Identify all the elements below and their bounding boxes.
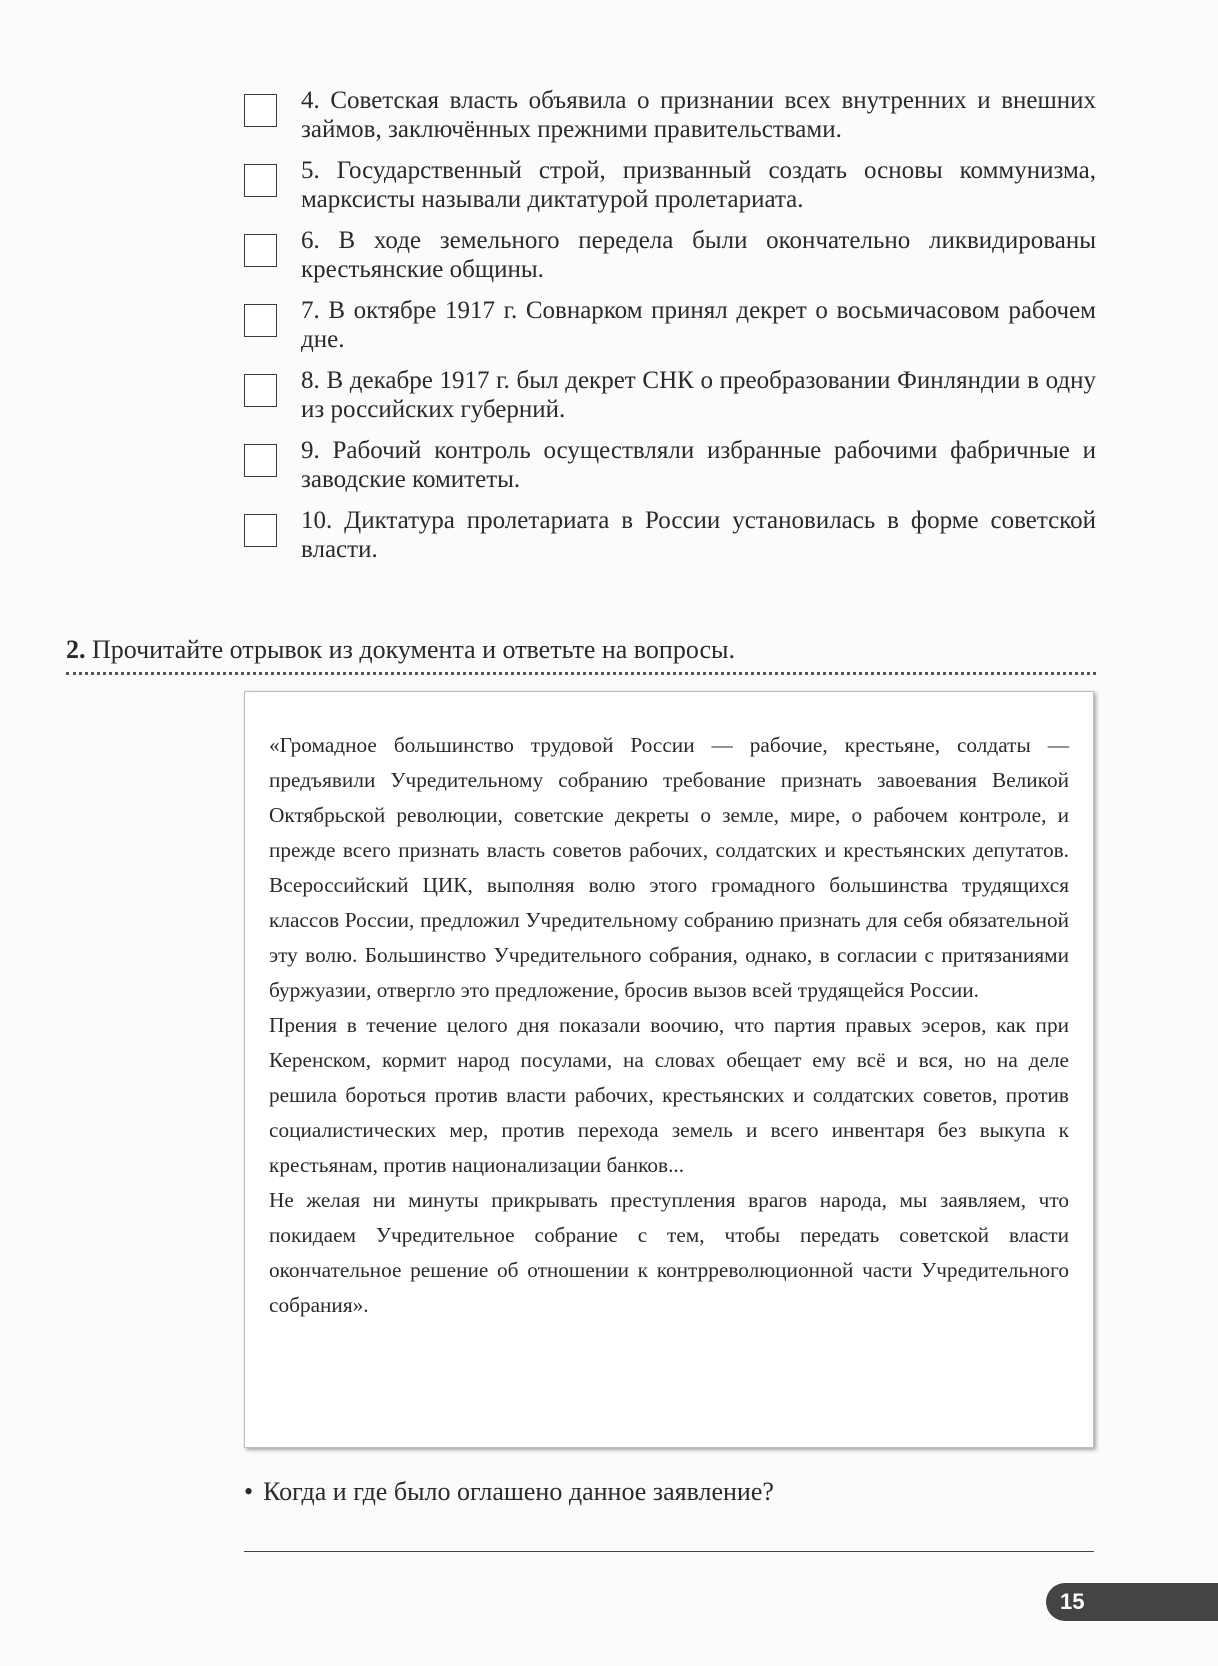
statement-text: 4. Советская власть объявила о признании всех внутренних и внешних займов, заключённых прежними правительствами. bbox=[301, 87, 1096, 143]
bullet-icon: • bbox=[244, 1477, 254, 1506]
statement-text: 6. В ходе земельного передела были окончательно ликвидированы крестьянские общины. bbox=[301, 227, 1096, 283]
answer-checkbox[interactable] bbox=[244, 374, 277, 407]
statement-item bbox=[244, 436, 1096, 494]
task-instruction: Прочитайте отрывок из документа и ответьте на вопросы. bbox=[92, 635, 735, 664]
answer-checkbox[interactable] bbox=[244, 304, 277, 337]
document-paragraph: Прения в течение целого дня показали воочию, что партия правых эсеров, как при Керенском, кормит народ посулами, на словах обещает ему всё и вся, но на деле решила бороться против власти рабочих, крестьянских и солдатских советов, против социалистических мер, против перехода земель и всего инвентаря без выкупа к крестьянам, против национализации банков... bbox=[269, 1013, 1069, 1177]
statement-text: 10. Диктатура пролетариата в России установилась в форме советской власти. bbox=[301, 507, 1096, 563]
page-number: 15 bbox=[1060, 1589, 1085, 1614]
answer-checkbox[interactable] bbox=[244, 234, 277, 267]
statement-text: 8. В декабре 1917 г. был декрет СНК о преобразовании Финляндии в одну из российских губерний. bbox=[301, 367, 1096, 423]
question bbox=[244, 1476, 1094, 1508]
task-heading bbox=[66, 634, 1096, 675]
statement-item bbox=[244, 226, 1096, 284]
answer-checkbox[interactable] bbox=[244, 94, 277, 127]
page-number-tab bbox=[1046, 1583, 1218, 1621]
answer-checkbox[interactable] bbox=[244, 514, 277, 547]
statement-text: 5. Государственный строй, призванный создать основы коммунизма, марксисты называли диктатурой пролетариата. bbox=[301, 157, 1096, 213]
statements-list bbox=[244, 86, 1096, 576]
statement-item bbox=[244, 506, 1096, 564]
document-paragraph: «Громадное большинство трудовой России — рабочие, крестьяне, солдаты — предъявили Учредительному собранию требование признать завоевания Великой Октябрьской революции, советские декреты о земле, мире, о рабочем контроле, и прежде всего признать власть советов рабочих, солдатских и крестьянских депутатов. Всероссийский ЦИК, выполняя волю этого громадного большинства трудящихся классов России, предложил Учредительному собранию признать для себя обязательной эту волю. Большинство Учредительного собрания, однако, в согласии с притязаниями буржуазии, отвергло это предложение, бросив вызов всей трудящейся России. bbox=[269, 733, 1069, 1002]
answer-line[interactable] bbox=[244, 1551, 1094, 1552]
statement-item bbox=[244, 296, 1096, 354]
statement-item bbox=[244, 86, 1096, 144]
task-number: 2. bbox=[66, 635, 86, 664]
statement-item bbox=[244, 156, 1096, 214]
statement-text: 9. Рабочий контроль осуществляли избранные рабочими фабричные и заводские комитеты. bbox=[301, 437, 1096, 493]
answer-checkbox[interactable] bbox=[244, 444, 277, 477]
statement-text: 7. В октябре 1917 г. Совнарком принял декрет о восьмичасовом рабочем дне. bbox=[301, 297, 1096, 353]
document-paragraph: Не желая ни минуты прикрывать преступления врагов народа, мы заявляем, что покидаем Учредительное собрание с тем, чтобы передать советской власти окончательное решение об отношении к контрреволюционной части Учредительного собрания». bbox=[269, 1188, 1069, 1317]
document-excerpt-box bbox=[244, 691, 1094, 1448]
statement-item bbox=[244, 366, 1096, 424]
question-text: Когда и где было оглашено данное заявление? bbox=[263, 1477, 774, 1506]
answer-checkbox[interactable] bbox=[244, 164, 277, 197]
